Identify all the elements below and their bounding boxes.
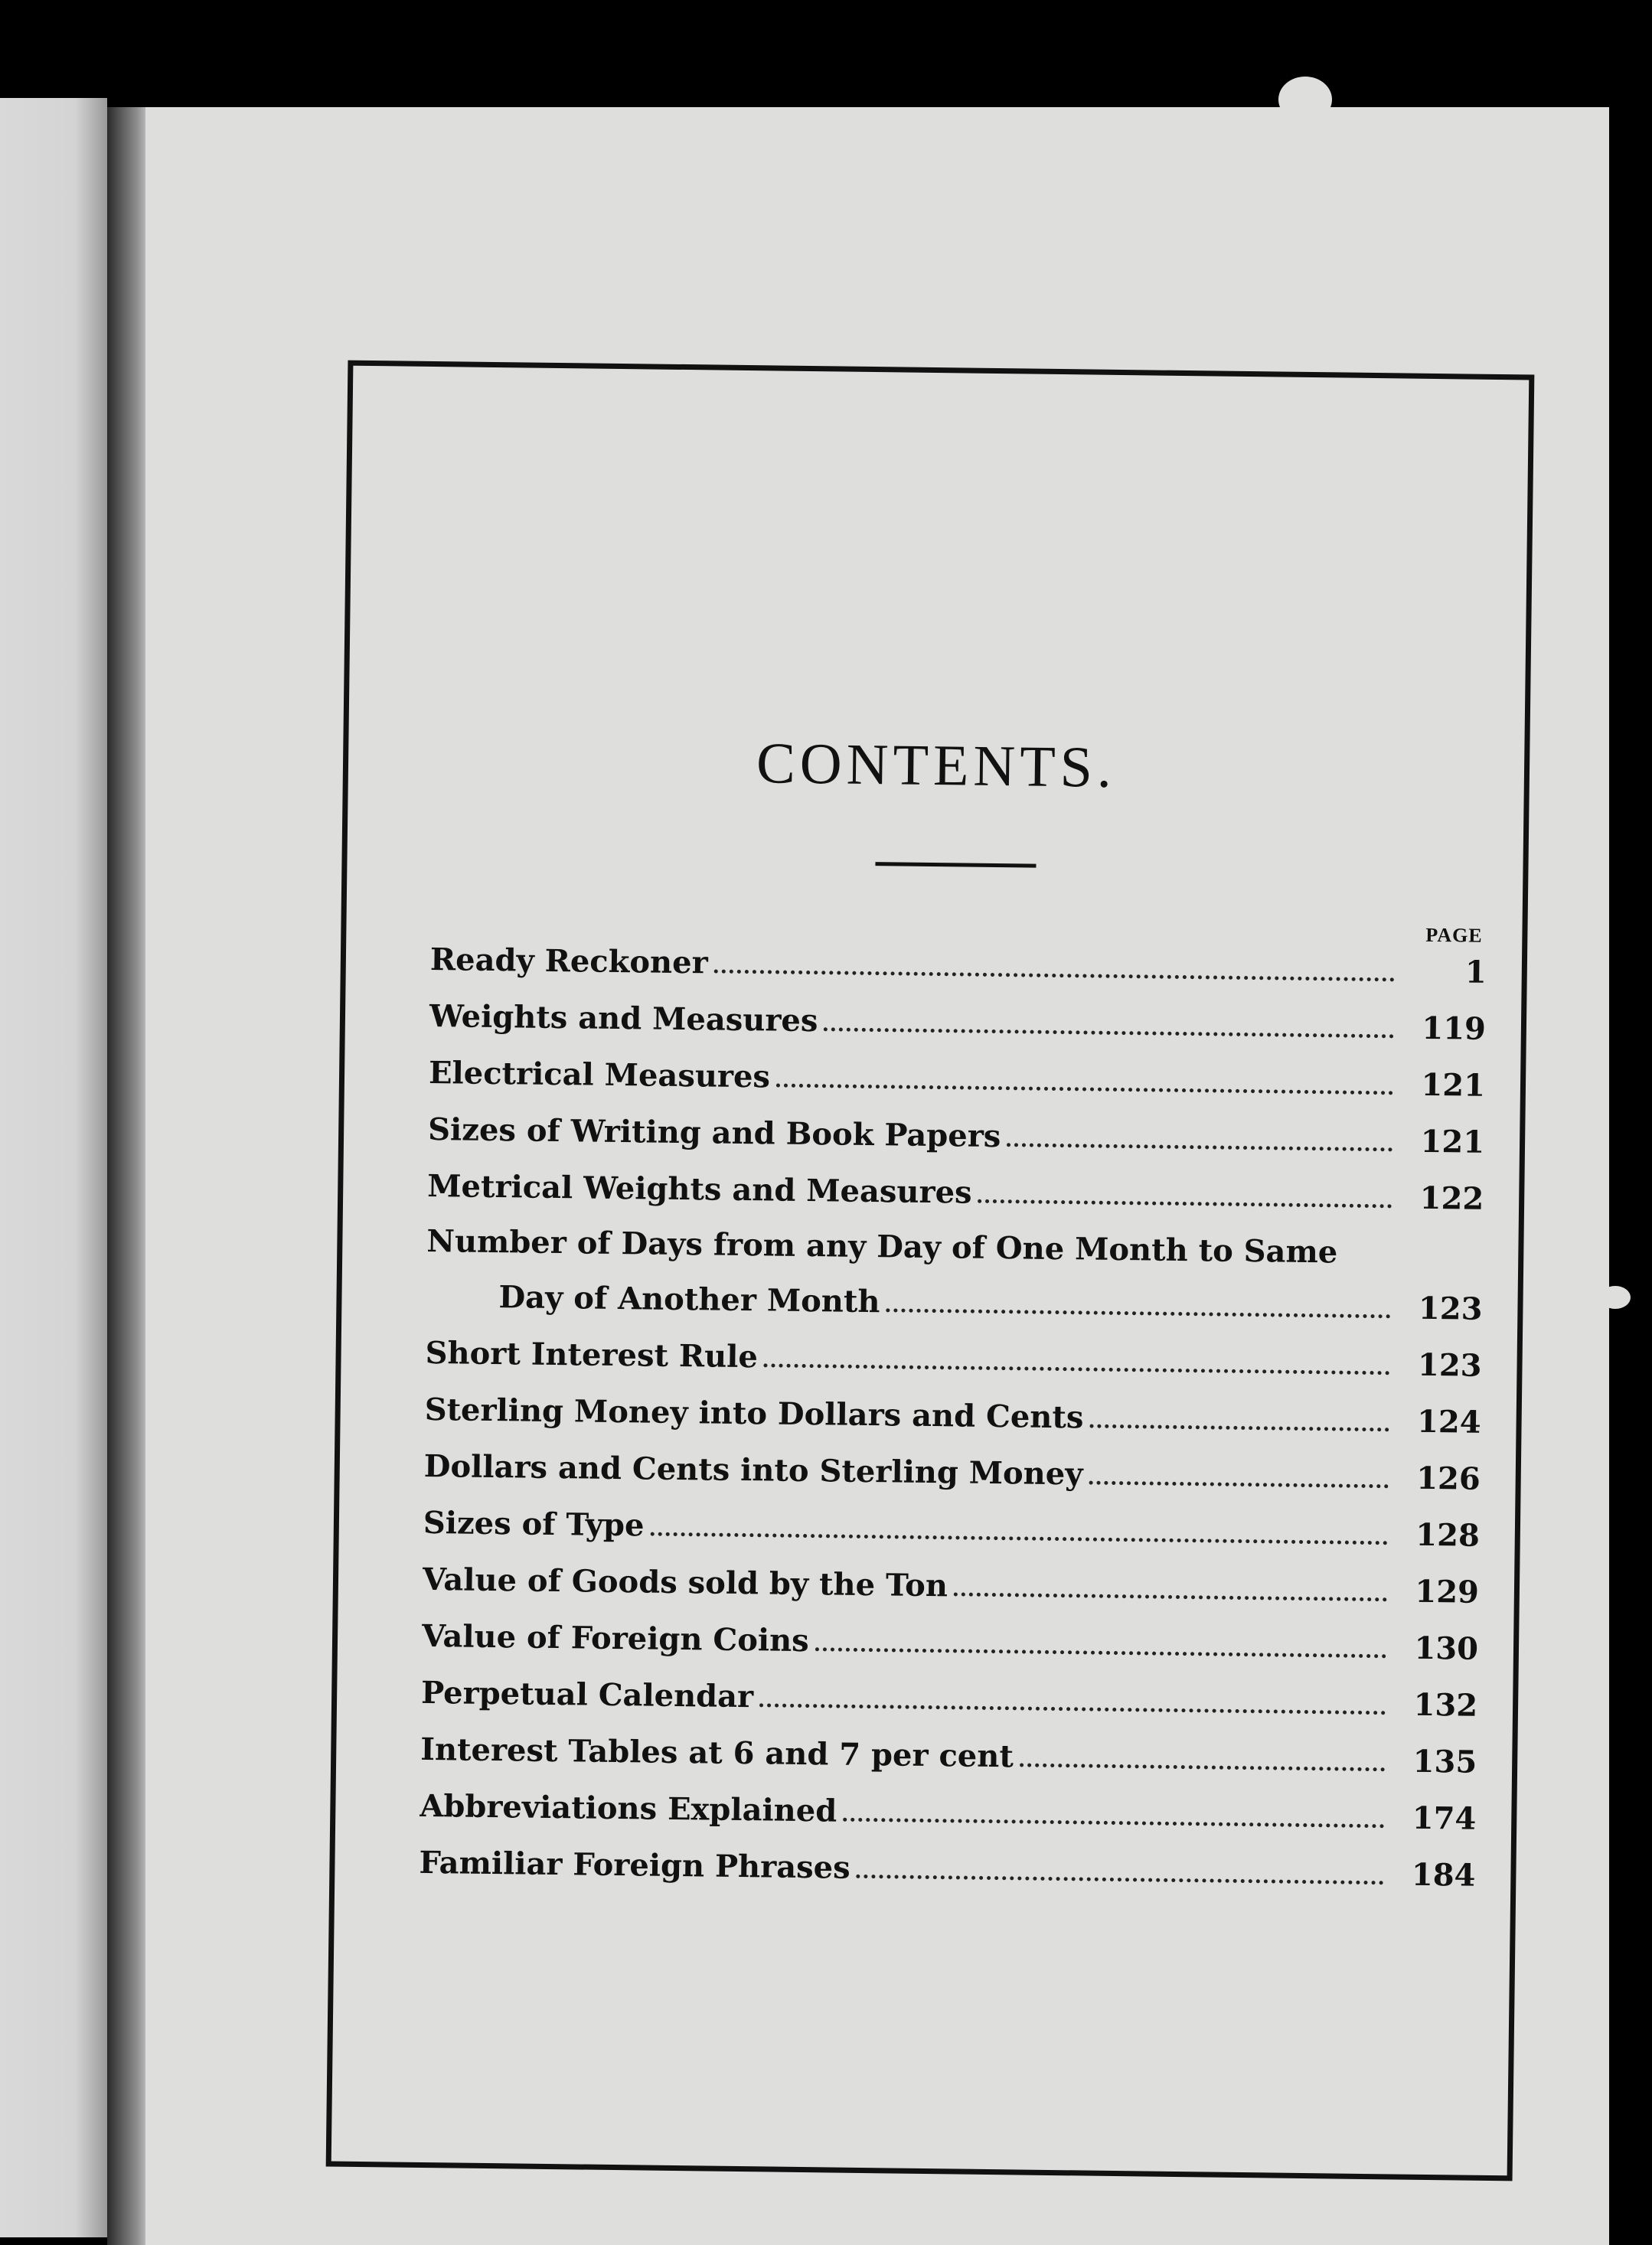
previous-page-edge (0, 98, 107, 2237)
toc-entry-label: Electrical Measures (428, 1054, 771, 1095)
toc-entry (426, 1215, 1484, 1338)
toc-entry-label: Sizes of Type (423, 1504, 645, 1544)
toc-entry-label-line1: Number of Days from any Day of One Month to Same (426, 1222, 1338, 1271)
toc-entry-page: 184 (1411, 1856, 1476, 1894)
toc-entry-label: Sizes of Writing and Book Papers (427, 1111, 1001, 1155)
contents-title: CONTENTS. (756, 731, 1117, 800)
dot-leader (1089, 1424, 1389, 1432)
toc-entry-label-line2: Day of Another Month (498, 1279, 880, 1320)
toc-entry-page: 128 (1415, 1516, 1481, 1554)
toc-entry-page: 1 (1464, 954, 1487, 990)
toc-entry-page: 174 (1412, 1800, 1477, 1837)
page-column-heading: PAGE (1425, 923, 1483, 947)
toc-entry-page: 135 (1412, 1743, 1477, 1780)
scan-blemish (1278, 77, 1332, 122)
dot-leader (954, 1591, 1387, 1601)
book-page (145, 107, 1609, 2245)
contents-list (419, 932, 1487, 1904)
toc-entry-label: Metrical Weights and Measures (427, 1167, 972, 1211)
toc-entry-page: 132 (1413, 1686, 1478, 1724)
toc-entry-page: 123 (1417, 1346, 1482, 1384)
book-gutter-shadow (107, 107, 147, 2245)
toc-entry-page: 122 (1419, 1180, 1484, 1217)
dot-leader (856, 1874, 1383, 1884)
toc-entry-label: Familiar Foreign Phrases (419, 1844, 850, 1886)
toc-entry-page: 126 (1415, 1460, 1481, 1497)
toc-entry-label: Abbreviations Explained (420, 1787, 837, 1829)
toc-entry-label: Value of Goods sold by the Ton (422, 1561, 948, 1604)
dot-leader (1020, 1762, 1385, 1771)
toc-entry-page: 123 (1418, 1290, 1483, 1327)
dot-leader (978, 1199, 1392, 1209)
dot-leader (1089, 1480, 1388, 1489)
toc-entry-page: 124 (1416, 1403, 1481, 1441)
toc-entry-label: Ready Reckoner (429, 941, 708, 981)
toc-entry-page: 121 (1421, 1066, 1486, 1104)
dot-leader (764, 1362, 1390, 1375)
scan-blemish (1600, 1286, 1631, 1309)
toc-entry-page: 119 (1422, 1010, 1487, 1047)
dot-leader (886, 1307, 1390, 1318)
toc-entry-label: Short Interest Rule (425, 1334, 759, 1375)
title-rule (875, 862, 1036, 868)
dot-leader (759, 1702, 1386, 1715)
dot-leader (843, 1817, 1384, 1829)
toc-entry-label: Sterling Money into Dollars and Cents (424, 1391, 1084, 1436)
dot-leader (714, 969, 1395, 982)
toc-entry-label: Dollars and Cents into Sterling Money (423, 1447, 1083, 1493)
toc-entry (419, 1835, 1476, 1904)
toc-entry-label: Weights and Measures (429, 997, 818, 1039)
toc-entry-page: 121 (1420, 1123, 1485, 1160)
dot-leader (824, 1026, 1394, 1038)
toc-entry-page: 130 (1414, 1630, 1479, 1667)
contents-frame (326, 361, 1535, 2181)
toc-entry-label: Interest Tables at 6 and 7 per cent (420, 1731, 1014, 1775)
dot-leader (1007, 1142, 1392, 1151)
toc-entry-label: Value of Foreign Coins (421, 1617, 810, 1659)
dot-leader (650, 1532, 1387, 1545)
dot-leader (815, 1646, 1386, 1658)
dot-leader (776, 1083, 1393, 1095)
toc-entry-page: 129 (1415, 1573, 1480, 1610)
toc-entry-label: Perpetual Calendar (420, 1674, 754, 1715)
